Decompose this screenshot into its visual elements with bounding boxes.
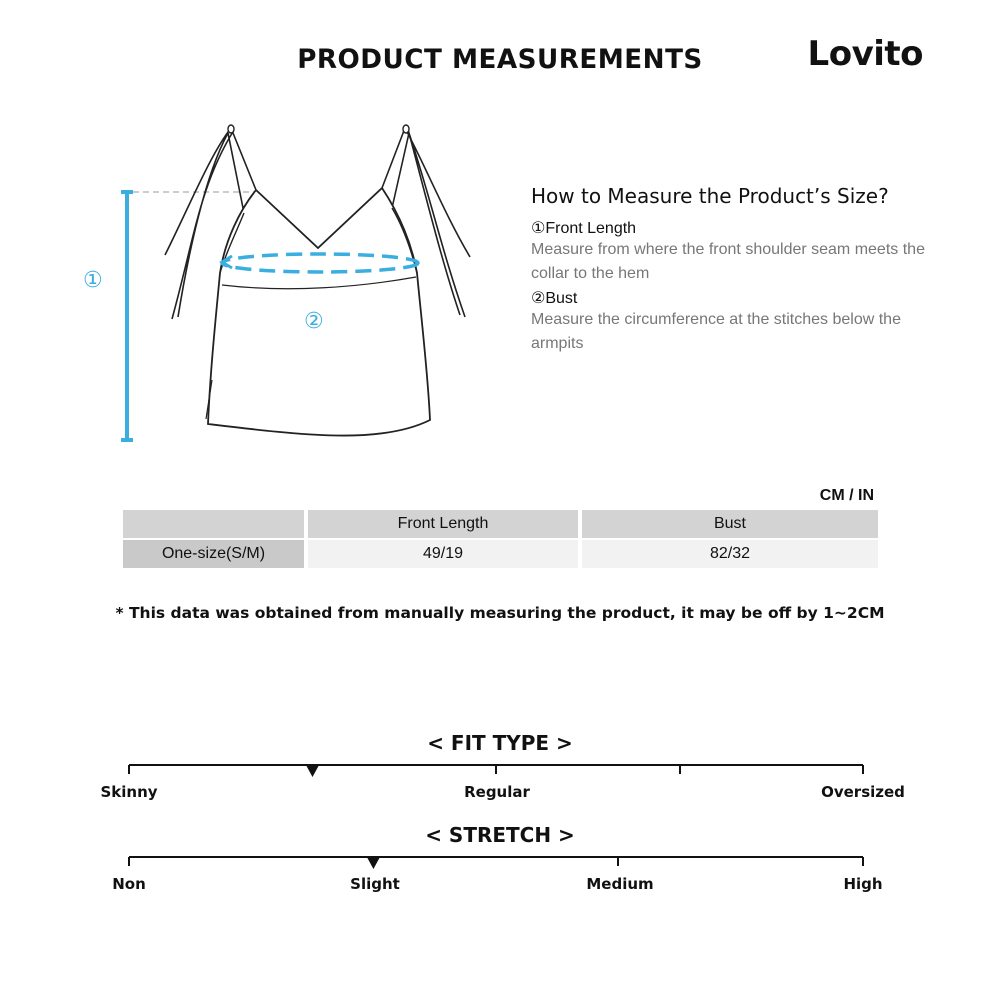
measurement-note: * This data was obtained from manually measuring the product, it may be off by 1~2CM <box>115 604 885 622</box>
instruction-bust-desc: Measure the circumference at the stitches below the armpits <box>531 311 901 352</box>
instruction-bust-title: ②Bust <box>531 290 578 307</box>
stretch-label-high: High <box>843 875 883 893</box>
table-header-bust: Bust <box>582 510 878 538</box>
stretch-label-slight: Slight <box>350 875 400 893</box>
table-row <box>123 540 878 568</box>
page-title: PRODUCT MEASUREMENTS <box>297 44 703 75</box>
front-length-value: 49/19 <box>308 540 578 568</box>
fit-type-title: < FIT TYPE > <box>427 731 573 755</box>
stretch-indicator <box>367 858 379 869</box>
garment-diagram <box>60 115 500 460</box>
size-label: One-size(S/M) <box>123 540 304 568</box>
instruction-front-length-title: ①Front Length <box>531 220 637 237</box>
marker-1: ① <box>83 268 103 293</box>
instructions-heading: How to Measure the Product’s Size? <box>531 184 889 208</box>
instruction-front-length-desc: Measure from where the front shoulder seam meets the collar to the hem <box>531 241 925 282</box>
bust-value: 82/32 <box>582 540 878 568</box>
table-header-empty <box>123 510 304 538</box>
stretch-title: < STRETCH > <box>425 823 575 847</box>
fit-label-skinny: Skinny <box>100 783 158 801</box>
fit-type-indicator <box>307 766 319 777</box>
size-table <box>119 508 882 570</box>
units-label: CM / IN <box>819 487 874 504</box>
stretch-label-medium: Medium <box>586 875 654 893</box>
stretch-scale <box>0 847 1000 877</box>
table-header-row <box>123 510 878 538</box>
fit-label-regular: Regular <box>464 783 530 801</box>
fit-label-oversized: Oversized <box>821 783 905 801</box>
brand-logo: Lovito <box>807 34 923 74</box>
marker-2: ② <box>304 309 324 334</box>
table-header-front-length: Front Length <box>308 510 578 538</box>
measure-instructions <box>531 184 931 356</box>
fit-type-scale <box>0 755 1000 785</box>
stretch-label-non: Non <box>112 875 146 893</box>
